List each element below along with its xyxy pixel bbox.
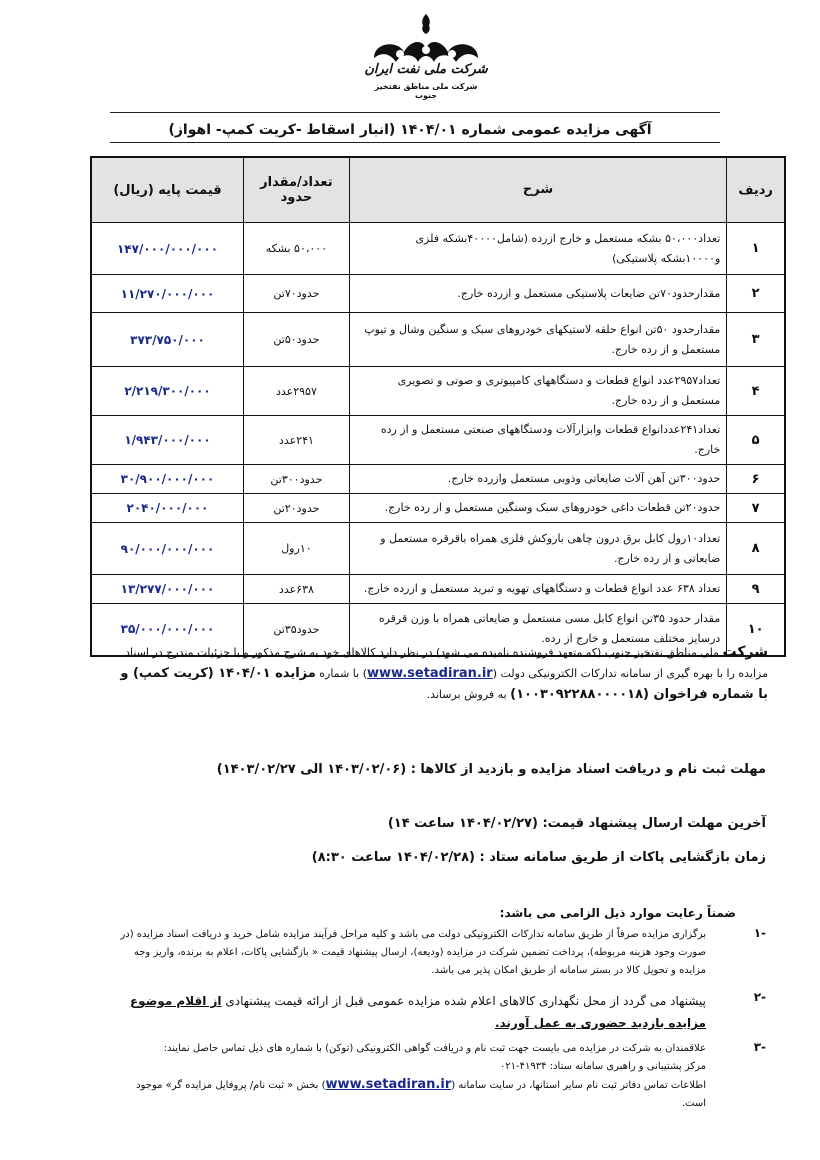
row-num: ۴ (727, 367, 785, 416)
row-num: ۱۰ (727, 604, 785, 656)
table-row (91, 523, 785, 575)
row-num: ۶ (727, 465, 785, 494)
intro-text-3: به فروش برساند. (426, 688, 507, 701)
opening-time: زمان بازگشایی پاکات از طریق سامانه ستاد : (۱۴۰۴/۰۲/۲۸ ساعت ۸:۳۰) (311, 850, 766, 865)
row-num: ۳ (727, 313, 785, 367)
row-price: ۳۰/۹۰۰/۰۰۰/۰۰۰ (91, 465, 244, 494)
requirement-text: برگزاری مزایده صرفاً از طریق سامانه تدارکات الکترونیکی دولت می باشد و کلیه مراحل فرآیند مزایده شامل خرید و دریافت اسناد مزایده (در صورت وجود هزینه مربوطه)، پرداخت تضمین شرکت در مزایده (ودیعه)، ارسال پیشنهاد قیمت « بازگشایی پاکات، اعلام به برنده، واریز وجه مزایده و تحویل کالا در بستر سامانه از طریق امکان پذیر می باشد. (120, 929, 706, 976)
requirement-num: -۲ (753, 990, 766, 1004)
page-title: آگهی مزایده عمومی شماره ۱۴۰۴/۰۱ (انبار اسقاط -کریت کمپ- اهواز) (168, 122, 652, 138)
header-qty: تعداد/مقدار حدود (244, 157, 350, 223)
row-desc: مقدارحدود۷۰تن ضایعات پلاستیکی مستعمل و ازرده خارج. (349, 275, 726, 313)
registration-deadline: مهلت ثبت نام و دریافت اسناد مزایده و بازدید از کالاها : (۱۴۰۳/۰۲/۰۶ الی ۱۴۰۳/۰۲/۲۷) (216, 762, 766, 777)
setadiran-link[interactable]: www.setadiran.ir (367, 666, 493, 681)
offer-deadline: آخرین مهلت ارسال پیشنهاد قیمت: (۱۴۰۴/۰۲/۲۷ ساعت ۱۴) (387, 816, 766, 831)
row-price: ۱/۹۴۳/۰۰۰/۰۰۰ (91, 416, 244, 465)
intro-text-2: ) با شماره (319, 667, 367, 680)
table-row (91, 575, 785, 604)
row-qty: ۶۳۸عدد (244, 575, 350, 604)
requirement-num: -۱ (753, 926, 766, 940)
row-desc: مقدارحدود ۵۰تن انواع حلقه لاستیکهای خودروهای سبک و سنگین وشال و تیوپ مستعمل و از رده خارج. (349, 313, 726, 367)
row-qty: ۲۹۵۷عدد (244, 367, 350, 416)
row-num: ۲ (727, 275, 785, 313)
requirement-text-a: پیشنهاد می گردد از محل نگهداری کالاهای اعلام شده مزایده عمومی قبل از ارائه قیمت پیشنهادی (225, 994, 706, 1008)
header-desc: شرح (349, 157, 726, 223)
intro-company: شرکت (722, 644, 768, 660)
row-price: ۳۷۳/۷۵۰/۰۰۰ (91, 313, 244, 367)
requirement-text (110, 990, 706, 1034)
row-desc: تعداد ۶۳۸ عدد انواع قطعات و دستگاههای تهویه و تبرید مستعمل و ازرده خارج. (349, 575, 726, 604)
header-num: ردیف (727, 157, 785, 223)
requirement-text-b: از اقلام موضوع مزایده بازدید حضوری به عمل آورند. (129, 994, 706, 1030)
row-price: ۱۳/۲۷۷/۰۰۰/۰۰۰ (91, 575, 244, 604)
requirement-item (110, 990, 766, 1034)
row-num: ۵ (727, 416, 785, 465)
table-row (91, 465, 785, 494)
row-qty: حدود۲۰تن (244, 494, 350, 523)
requirement-num: -۳ (753, 1040, 766, 1054)
intro-text-1: ملی مناطق نفتخیز جنوب (که متعهد فروشنده نامیده می شود) در نظر دارد کالاهای خود به شرح مذکور و با جزئیات مندرج در اسناد مزایده را با بهره گیری از سامانه تدارکات الکترونیکی دولت ( (125, 646, 768, 680)
requirement-item (110, 1040, 766, 1113)
row-qty: ۲۴۱عدد (244, 416, 350, 465)
row-qty: ۵۰،۰۰۰ بشکه (244, 223, 350, 275)
row-desc: حدود۲۰تن قطعات داغی خودروهای سبک وسنگین مستعمل و از رده خارج. (349, 494, 726, 523)
requirement-text (110, 1040, 706, 1113)
row-qty: حدود۷۰تن (244, 275, 350, 313)
row-num: ۷ (727, 494, 785, 523)
table-row (91, 313, 785, 367)
table-row (91, 367, 785, 416)
row-qty: حدود۵۰تن (244, 313, 350, 367)
requirement-text-c (110, 1076, 706, 1113)
table-row (91, 494, 785, 523)
row-desc: تعداد۲۴۱عددانواع قطعات وابزارآلات ودستگاههای صنعتی مستعمل و از رده خارج. (349, 416, 726, 465)
row-desc: تعداد۵۰،۰۰۰ بشکه مستعمل و خارج ازرده (شامل۴۰۰۰۰بشکه فلزی و۱۰۰۰۰بشکه پلاستیکی) (349, 223, 726, 275)
row-desc: حدود۳۰۰تن آهن آلات ضایعاتی وذوبی مستعمل وازرده خارج. (349, 465, 726, 494)
row-qty: حدود۳۰۰تن (244, 465, 350, 494)
requirement-text-c2: ) بخش « ثبت نام/ پروفایل مزایده گر» موجود است. (136, 1080, 706, 1109)
row-price: ۱۴۷/۰۰۰/۰۰۰/۰۰۰ (91, 223, 244, 275)
title-divider (110, 142, 720, 143)
intro-auction-number: مزایده ۱۴۰۴/۰۱ (کریت کمپ) و با شماره فراخوان (۱۰۰۳۰۹۲۲۸۸۰۰۰۰۱۸) (120, 666, 768, 702)
row-num: ۸ (727, 523, 785, 575)
row-desc: تعداد۲۹۵۷عدد انواع قطعات و دستگاههای کامپیوتری و صوتی و تصویری مستعمل و از رده خارج. (349, 367, 726, 416)
requirement-item (110, 926, 766, 980)
row-num: ۱ (727, 223, 785, 275)
setadiran-link-2[interactable]: www.setadiran.ir (325, 1077, 452, 1092)
top-divider (110, 112, 720, 113)
row-price: ۹۰/۰۰۰/۰۰۰/۰۰۰ (91, 523, 244, 575)
logo-subtitle: شرکت ملی مناطق نفتخیز جنوب (374, 82, 478, 100)
requirement-text-c1: اطلاعات تماس دفاتر ثبت نام سایر استانها، در سایت سامانه ( (451, 1080, 706, 1091)
table-row (91, 275, 785, 313)
row-desc: تعداد۱۰رول کابل برق درون چاهی باروکش فلزی همراه باقرقره مستعمل و ضایعاتی و از رده خارج. (349, 523, 726, 575)
row-qty: حدود۳۵تن (244, 604, 350, 656)
header-price: قیمت پایه (ریال) (91, 157, 244, 223)
logo-company-name: شرکت ملی نفت ایران (364, 62, 488, 77)
requirements-heading: ضمناً رعایت موارد ذیل الزامی می باشد: (499, 906, 736, 920)
table-row (91, 223, 785, 275)
items-table (90, 156, 786, 657)
row-price: ۳۵/۰۰۰/۰۰۰/۰۰۰ (91, 604, 244, 656)
row-desc: مقدار حدود ۳۵تن انواع کابل مسی مستعمل و ضایعاتی همراه با وزن قرقره درسایز مختلف مستعمل و خارج از رده. (349, 604, 726, 656)
table-row (91, 416, 785, 465)
requirement-text-a: علاقمندان به شرکت در مزایده می بایست جهت ثبت نام و دریافت گواهی الکترونیکی (توکن) با شماره های ذیل تماس حاصل نمایند: (163, 1043, 706, 1054)
row-num: ۹ (727, 575, 785, 604)
table-header-row (91, 157, 785, 223)
requirement-text-b: مرکز پشتیبانی و راهبری سامانه ستاد: ۴۱۹۳۴-۰۲۱ (499, 1061, 706, 1072)
row-price: ۲۰۴۰/۰۰۰/۰۰۰ (91, 494, 244, 523)
row-qty: ۱۰رول (244, 523, 350, 575)
intro-paragraph (112, 642, 768, 705)
row-price: ۱۱/۲۷۰/۰۰۰/۰۰۰ (91, 275, 244, 313)
row-price: ۲/۲۱۹/۳۰۰/۰۰۰ (91, 367, 244, 416)
